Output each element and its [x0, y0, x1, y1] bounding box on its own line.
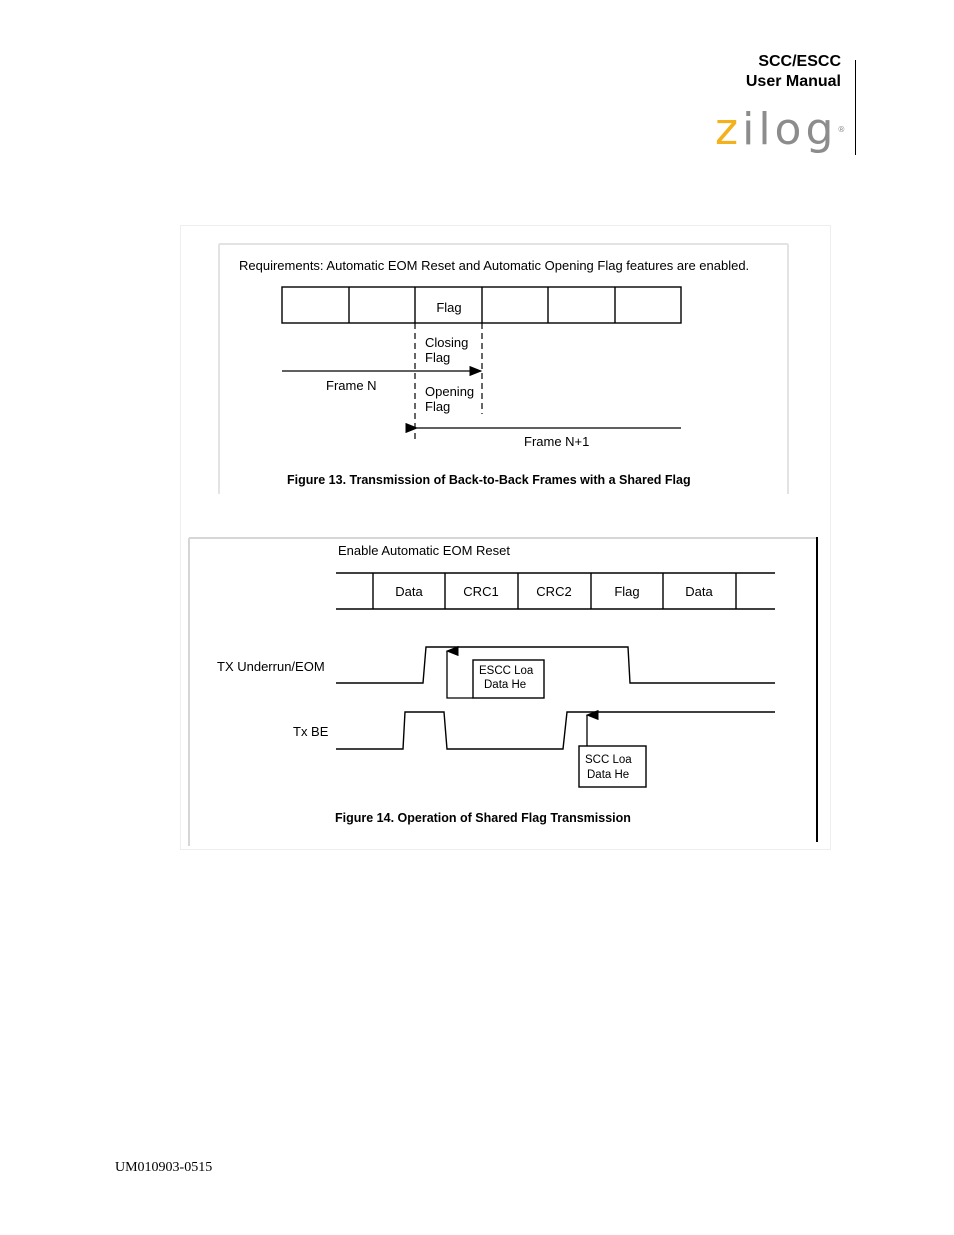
- figure-14: [189, 537, 817, 846]
- fig14-escc-box-line2: Data He: [484, 679, 527, 691]
- figures-panel: [180, 225, 831, 850]
- fig14-scc-box-line1: SCC Loa: [585, 754, 632, 766]
- fig14-tx-underrun-label: TX Underrun/EOM: [217, 659, 325, 674]
- fig14-tx-be-waveform: [336, 712, 775, 749]
- fig13-closing-flag-label: Flag: [425, 350, 451, 365]
- fig14-caption: Figure 14. Operation of Shared Flag Transmission: [335, 811, 631, 825]
- fig14-title: Enable Automatic EOM Reset: [338, 543, 510, 558]
- fig13-opening-label: Opening: [425, 384, 475, 399]
- fig14-cell-data: Data: [395, 584, 423, 599]
- zilog-logo: zilog®: [715, 104, 846, 155]
- figures-svg: [181, 226, 830, 849]
- fig14-cell-crc1: CRC1: [463, 584, 499, 599]
- fig14-cell-flag: Flag: [614, 584, 640, 599]
- header-title-line1: SCC/ESCC: [758, 53, 841, 70]
- document-header-title: [746, 52, 841, 92]
- fig13-cell-flag: Flag: [436, 300, 462, 315]
- header-title-line2: User Manual: [745, 73, 841, 90]
- fig14-escc-box-line1: ESCC Loa: [479, 665, 534, 677]
- fig13-frame-row: [282, 287, 681, 323]
- fig13-frame-n1-label: Frame N+1: [524, 434, 590, 449]
- header-divider: [855, 60, 856, 155]
- fig14-scc-box-line2: Data He: [587, 769, 630, 781]
- fig14-tx-underrun-waveform: [336, 647, 775, 683]
- fig13-closing-label: Closing: [425, 335, 469, 350]
- document-code: UM010903-0515: [115, 1160, 213, 1175]
- fig14-cell-crc2: CRC2: [536, 584, 572, 599]
- fig13-frame-n-label: Frame N: [326, 378, 377, 393]
- fig14-tx-be-label: Tx BE: [293, 724, 329, 739]
- fig14-frame-row: [336, 573, 775, 609]
- fig14-cell-data-2: Data: [685, 584, 713, 599]
- fig13-caption: Figure 13. Transmission of Back-to-Back Frames with a Shared Flag: [287, 473, 691, 487]
- figure-13: [219, 244, 788, 494]
- fig14-escc-pointer: [447, 651, 473, 698]
- fig13-requirements: Requirements: Automatic EOM Reset and Automatic Opening Flag features are enabled.: [239, 258, 750, 273]
- fig13-opening-flag-label: Flag: [425, 399, 451, 414]
